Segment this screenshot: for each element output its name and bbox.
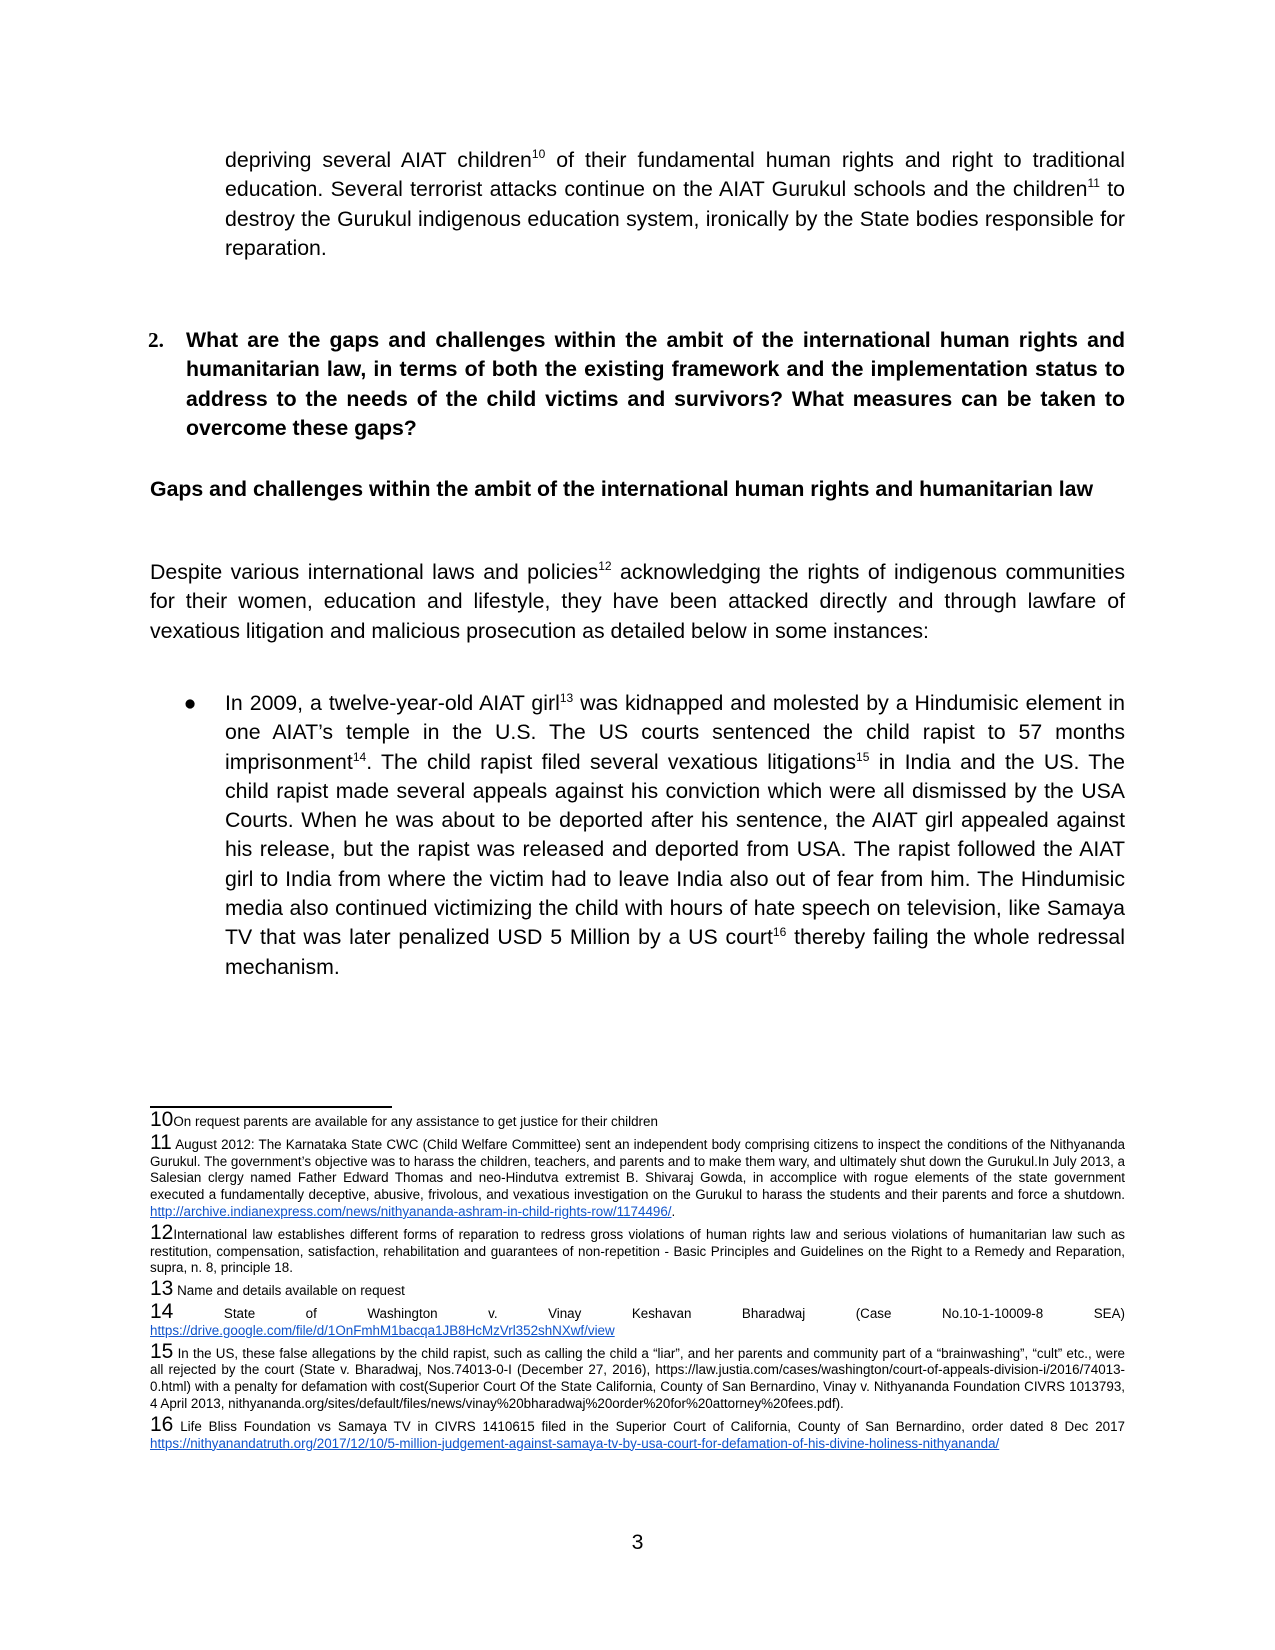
footnote-12 — [150, 1220, 1125, 1277]
footnote-number: 13 — [150, 1277, 174, 1301]
question-text: What are the gaps and challenges within the ambit of the international human rights and humanitarian law, in terms of both the existing framework and the implementation status to address to the needs of the child victims and survivors? What measures can be taken to overcome these gaps? — [186, 328, 1125, 440]
footnote-15 — [150, 1339, 1125, 1413]
question-number: 2. — [148, 328, 164, 352]
footnote-ref-11[interactable]: 11 — [1087, 176, 1100, 191]
bullet-text-segment: was kidnapped and molested by a Hindumisic element in one AIAT’s temple in the U.S. The US courts sentenced the child rapist to 57 months imprisonment — [225, 691, 1125, 774]
footnote-10 — [150, 1108, 1125, 1131]
bullet-text-segment: in India and the US. The child rapist made several appeals against his conviction which were all dismissed by the USA Courts. When he was about to be deported after his sentence, the AIAT girl appealed against his release, but the rapist was released and deported from USA. The rapist followed the AIAT girl to India from where the victim had to leave India also out of fear from him. The Hindumisic media also continued victimizing the child with hours of hate speech on television, like Samaya TV that was later penalized USD 5 Million by a US court — [225, 749, 1125, 950]
footnote-link[interactable]: https://nithyanandatruth.org/2017/12/10/5-million-judgement-against-samaya-tv-by-usa-court-for-defamation-of-his-divine-holiness-nithyananda/ — [150, 1435, 1000, 1451]
body-text: acknowledging the rights of indigenous communities for their women, education and lifestyle, they have been attacked directly and through lawfare of vexatious litigation and malicious prosecution as detailed below in some instances: — [150, 560, 1125, 643]
footnote-ref-12[interactable]: 12 — [598, 558, 612, 573]
footnote-ref-13[interactable]: 13 — [559, 690, 574, 705]
intro-text: to destroy the Gurukul indigenous education system, ironically by the State bodies responsible for reparation. — [225, 177, 1125, 260]
bullet-icon: ● — [183, 691, 197, 715]
footnote-ref-14[interactable]: 14 — [352, 749, 367, 764]
body-text: Despite various international laws and policies — [150, 560, 599, 584]
intro-text: of their fundamental human rights and right to traditional education. Several terrorist attacks continue on the AIAT Gurukul schools and the children — [225, 148, 1126, 202]
footnote-text: In the US, these false allegations by the child rapist, such as calling the child a “liar”, and her parents and community part of a “brainwashing”, “cult” etc., were all rejected by the court (State v. Bharadwaj, Nos.74013-0-I (December 27, 2016), https://law.justia.com/cases/washington/court-of-appeals-division-i/2016/74013-0.html) with a penalty for defamation with cost(Superior Court Of the State California, County of San Bernardino, Vinay v. Nithyananda Foundation CIVRS 1013793, 4 April 2013, nithyananda.org/sites/default/files/news/vinay%20bharadwaj%20order%20for%20attorney%20fees.pdf). — [150, 1345, 1125, 1411]
footnote-11 — [150, 1130, 1125, 1221]
footnote-text: Life Bliss Foundation vs Samaya TV in CIVRS 1410615 filed in the Superior Court of California, County of San Bernardino, order dated 8 Dec 2017 — [173, 1418, 1125, 1434]
footnote-number: 12 — [150, 1220, 174, 1244]
bullet-text-segment: . The child rapist filed several vexatious litigations — [366, 749, 857, 774]
footnote-number: 16 — [150, 1412, 174, 1436]
footnote-text: On request parents are available for any assistance to get justice for their children — [173, 1114, 658, 1129]
question-heading — [148, 326, 1125, 443]
footnote-number: 11 — [150, 1130, 172, 1154]
footnote-16 — [150, 1412, 1125, 1453]
footnote-ref-16[interactable]: 16 — [772, 925, 787, 940]
section-heading: Gaps and challenges within the ambit of the international human rights and humanitarian law — [150, 477, 1094, 501]
footnote-text: Name and details available on request — [173, 1283, 405, 1299]
footnote-link[interactable]: https://drive.google.com/file/d/1OnFmhM1bacqa1JB8HcMzVrl352shNXwf/view — [150, 1322, 615, 1338]
footnote-text: August 2012: The Karnataka State CWC (Child Welfare Committee) sent an independent body comprising citizens to inspect the conditions of the Nithyananda Gurukul. The government’s objective was to harass the children, teachers, and parents and to make them wary, and ultimately shut down the Gurukul.In July 2013, a Salesian clergy named Father Edward Thomas and neo-Hindutva extremist B. Shivaraj Gowda, in accomplice with rogue elements of the state government executed a fundamentally deceptive, abusive, frivolous, and vexatious investigation on the Gurukul to harass the students and their parents and force a shutdown. — [150, 1136, 1125, 1203]
bullet-text-segment: In 2009, a twelve-year-old AIAT girl — [225, 691, 560, 715]
intro-text: depriving several AIAT children — [225, 148, 532, 172]
footnote-14 — [150, 1299, 1125, 1340]
footnote-separator — [150, 1106, 392, 1108]
footnote-number: 14 — [150, 1299, 174, 1323]
footnote-link[interactable]: http://archive.indianexpress.com/news/nithyananda-ashram-in-child-rights-row/1174496/ — [150, 1203, 672, 1219]
bullet-text — [225, 689, 1125, 982]
bullet-list — [150, 689, 1125, 982]
footnote-text: State of Washington v. Vinay Keshavan Bharadwaj (Case No.10-1-10009-8 SEA) — [173, 1305, 1125, 1321]
bullet-item — [150, 689, 1125, 982]
footnote-13 — [150, 1277, 1125, 1301]
footnotes — [150, 1108, 1125, 1456]
footnote-ref-10[interactable]: 10 — [531, 146, 546, 161]
footnote-number: 10 — [150, 1108, 174, 1131]
bullet-text-segment: thereby failing the whole redressal mechanism. — [225, 925, 1126, 979]
body-paragraph — [150, 558, 1125, 646]
intro-paragraph — [225, 146, 1125, 263]
footnote-text-after: . — [671, 1203, 676, 1219]
footnote-ref-15[interactable]: 15 — [856, 749, 870, 764]
page-number: 3 — [631, 1530, 644, 1554]
footnote-text: International law establishes different forms of reparation to redress gross violations of human rights law and serious violations of humanitarian law such as restitution, compensation, satisfaction, rehabilitation and guarantees of non-repetition - Basic Principles and Guidelines on the Right to a Remedy and Reparation, supra, n. 8, principle 18. — [150, 1226, 1125, 1276]
footnote-number: 15 — [150, 1339, 174, 1363]
